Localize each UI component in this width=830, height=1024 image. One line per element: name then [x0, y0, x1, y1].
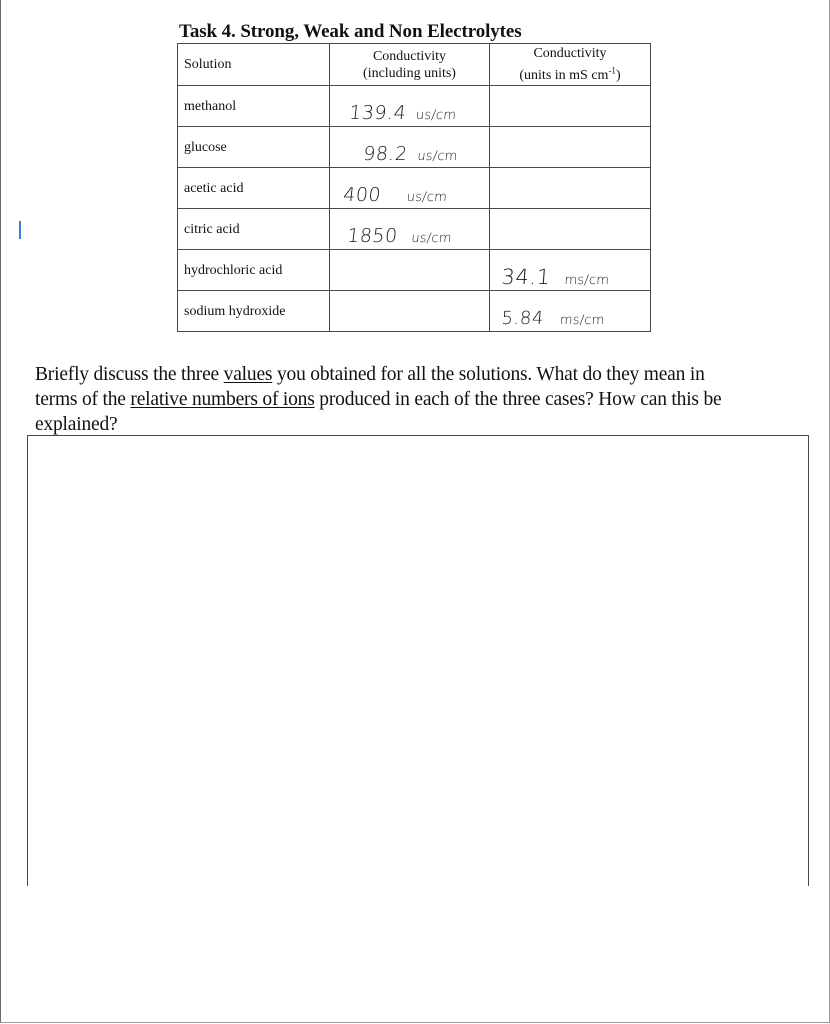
- value-number: 1850: [346, 225, 399, 247]
- value-number: [501, 184, 503, 206]
- handwritten-value: [489, 129, 514, 165]
- handwritten-value: [489, 294, 607, 329]
- handwritten-value: [328, 252, 362, 288]
- handwritten-value: [489, 251, 611, 289]
- value-number: 5.84: [500, 307, 545, 329]
- value-number: [348, 307, 350, 329]
- value-unit: ms/cm: [559, 312, 606, 328]
- table-row: [178, 209, 651, 250]
- solution-name: sodium hydroxide: [178, 291, 330, 332]
- header-solution: Solution: [178, 44, 330, 86]
- handwritten-value: [328, 88, 459, 124]
- solution-name: glucose: [178, 127, 330, 168]
- header-col2-units-text: (units in mS cm: [519, 67, 609, 83]
- table-row: [178, 86, 651, 127]
- value-unit: us/cm: [416, 149, 459, 164]
- conductivity-cell-col2[interactable]: [490, 291, 651, 332]
- question-text-3: produced in each of the three cases? How can this be explained?: [35, 389, 722, 435]
- handwritten-value: [489, 170, 514, 206]
- handwritten-value: [489, 88, 514, 124]
- conductivity-cell-col2[interactable]: [490, 86, 651, 127]
- table-row: [178, 127, 651, 168]
- text-cursor: [19, 221, 21, 239]
- table-row: [178, 250, 651, 291]
- conductivity-cell-col1[interactable]: [330, 250, 490, 291]
- table-row: [178, 168, 651, 209]
- solution-name: acetic acid: [178, 168, 330, 209]
- solution-name: citric acid: [178, 209, 330, 250]
- conductivity-cell-col2[interactable]: [490, 209, 651, 250]
- conductivity-cell-col1[interactable]: [330, 168, 490, 209]
- conductivity-cell-col1[interactable]: [330, 209, 490, 250]
- task-title: Task 4. Strong, Weak and Non Electrolytes: [179, 21, 522, 42]
- value-unit: [511, 108, 512, 123]
- value-number: [501, 102, 503, 124]
- header-conductivity-ms-cm: [490, 44, 651, 86]
- question-text-1: Briefly discuss the three: [35, 364, 224, 385]
- question-underline-ions: relative numbers of ions: [130, 389, 315, 410]
- answer-box[interactable]: [27, 435, 809, 886]
- value-number: [501, 225, 503, 247]
- header-col2-superscript: -1: [608, 65, 616, 76]
- header-col1-line2: (including units): [363, 65, 456, 81]
- solution-name: methanol: [178, 86, 330, 127]
- value-number: 400: [342, 184, 383, 206]
- handwritten-value: [328, 211, 454, 247]
- value-number: 139.4: [348, 102, 408, 124]
- value-number: [501, 143, 503, 165]
- value-unit: [511, 190, 512, 205]
- conductivity-cell-col2[interactable]: [490, 127, 651, 168]
- conductivity-table: [177, 43, 651, 332]
- value-unit: us/cm: [410, 231, 453, 246]
- table-header-row: [178, 44, 651, 86]
- value-unit: [358, 272, 360, 287]
- value-unit: [358, 313, 360, 328]
- conductivity-cell-col2[interactable]: [490, 168, 651, 209]
- header-col2-line2: [519, 65, 621, 83]
- value-unit: [511, 149, 512, 164]
- handwritten-value: [489, 211, 514, 247]
- conductivity-cell-col1[interactable]: [330, 291, 490, 332]
- value-number: 34.1: [500, 265, 552, 289]
- conductivity-cell-col1[interactable]: [330, 127, 490, 168]
- handwritten-value: [328, 129, 460, 165]
- handwritten-value: [328, 293, 362, 329]
- table-row: [178, 291, 651, 332]
- conductivity-cell-col1[interactable]: [330, 86, 490, 127]
- value-number: [348, 266, 350, 288]
- value-unit: us/cm: [405, 190, 448, 205]
- discussion-question: [35, 362, 735, 437]
- value-unit: ms/cm: [563, 273, 610, 288]
- header-col2-line1: Conductivity: [533, 46, 607, 62]
- header-col1-line1: Conductivity: [372, 48, 447, 64]
- header-conductivity-including-units: [330, 44, 490, 86]
- value-number: 98.2: [362, 143, 409, 165]
- value-unit: us/cm: [415, 108, 457, 123]
- value-unit: [511, 231, 512, 246]
- solution-name: hydrochloric acid: [178, 250, 330, 291]
- question-text-2: you obtained for all the solutions. What do they mean in terms of the: [35, 364, 705, 410]
- handwritten-value: [328, 170, 450, 206]
- question-underline-values: values: [223, 364, 273, 385]
- header-col2-close-paren: ): [615, 67, 621, 83]
- conductivity-cell-col2[interactable]: [490, 250, 651, 291]
